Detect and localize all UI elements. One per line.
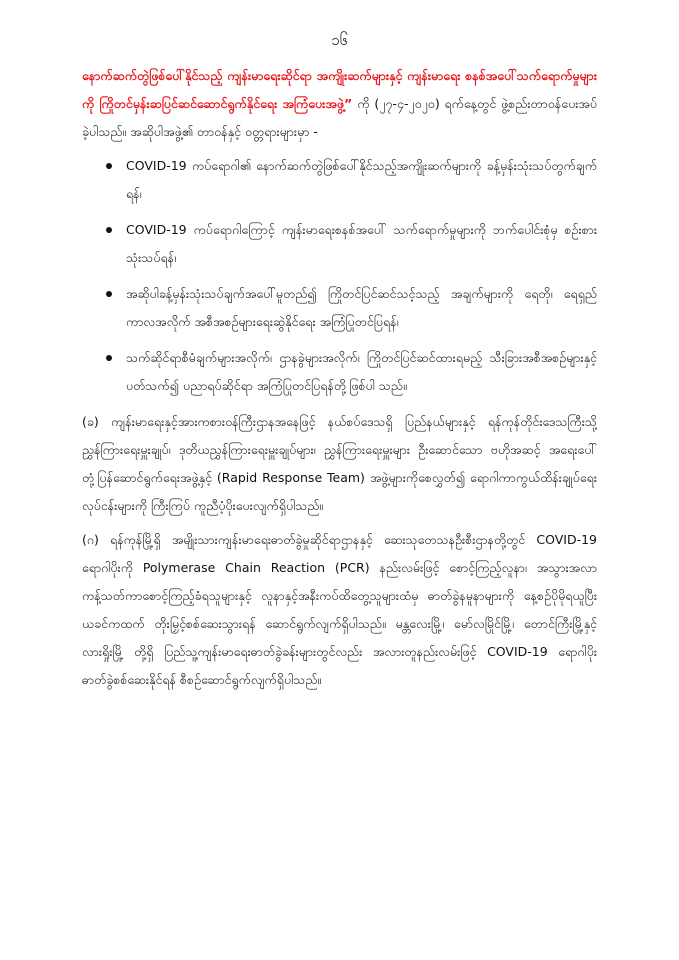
paragraph-g: (ဂ) ရန်ကုန်မြို့ရှိ အမျိုးသားကျန်းမာရေးဓာတ်ခွဲမှုဆိုင်ရာဌာနနှင့် ဆေးသုတေသနဦးစီးဌာနတို့တွင် COVID-19 ရောဂါပိုးကို Polymerase Chain Reaction (PCR) နည်းလမ်းဖြင့် စောင့်ကြည့်လူနာ၊ အသွားအလာကန့်သတ်ကာစောင့်ကြည့်ခံရသူများနှင့် လူနာနှင့်အနီးကပ်ထိတွေ့သူများထံမှ ဓာတ်ခွဲနမူနာများကို နေ့စဉ်ပိုမိုရယူပြီး ယခင်ကထက် တိုးမြှင့်စစ်ဆေးသွားရန် ဆောင်ရွက်လျက်ရှိပါသည်။ မန္တလေးမြို့၊ မော်လမြိုင်မြို့၊ တောင်ကြီးမြို့နှင့် လားရှိုးမြို့ တို့ရှိ ပြည်သူ့ကျန်းမာရေးဓာတ်ခွဲခန်းများတွင်လည်း အလားတူနည်းလမ်းဖြင့် COVID-19 ရောဂါပိုး ဓာတ်ခွဲစစ်ဆေးနိုင်ရန် စီစဉ်ဆောင်ရွက်လျက်ရှိပါသည်။ — [82, 532, 597, 687]
list-item-text: အဆိုပါခန့်မှန်းသုံးသပ်ချက်အပေါ်မူတည်၍ ကြိုတင်ပြင်ဆင်သင့်သည့် အချက်များကို ရေတို၊ ရေရှည်ကာလအလိုက် အစီအစဉ်များရေးဆွဲနိုင်ရေး အကြံပြုတင်ပြရန်၊ — [126, 286, 597, 329]
bullet-icon — [106, 355, 112, 361]
list-item — [106, 216, 597, 272]
page-number: ၁၆ — [331, 31, 348, 49]
paragraph-b: (ခ) ကျန်းမာရေးနှင့်အားကစားဝန်ကြီးဌာနအနေဖြင့် နယ်စပ်ဒေသရှိ ပြည်နယ်များနှင့် ရန်ကုန်တိုင်းဒေသကြီးသို့ညွှန်ကြားရေးမှူးချုပ်၊ ဒုတိယညွှန်ကြားရေးမှူးချုပ်များ၊ ညွှန်ကြားရေးမှူးများ ဦးဆောင်သော ဗဟိုအဆင့် အရေးပေါ်တုံ့ပြန်ဆောင်ရွက်ရေးအဖွဲ့နှင့် (Rapid Response Team) အဖွဲ့များကိုစေလွှတ်၍ ရောဂါကာကွယ်ထိန်းချုပ်ရေးလုပ်ငန်းများကို ကြီးကြပ် ကူညီပံ့ပိုးပေးလျက်ရှိပါသည်။ — [82, 414, 597, 513]
bullet-icon — [106, 163, 112, 169]
bullet-icon — [106, 227, 112, 233]
intro-paragraph — [82, 62, 597, 146]
bullet-icon — [106, 291, 112, 297]
intro-red-text: နောက်ဆက်တွဲဖြစ်ပေါ်နိုင်သည့် ကျန်းမာရေးဆိုင်ရာ အကျိုးဆက်များနှင့် ကျန်းမာရေး စနစ်အပေါ်သက်ရောက်မှုများကို ကြိုတင်မှန်းဆပြင်ဆင်ဆောင်ရွက်နိုင်ရေး အကြံပေးအဖွဲ့” — [82, 68, 597, 111]
list-item — [106, 280, 597, 336]
list-item-text: သက်ဆိုင်ရာစီမံချက်များအလိုက်၊ ဌာနခွဲများအလိုက်၊ ကြိုတင်ပြင်ဆင်ထားရမည့် သီးခြားအစီအစဉ်များနှင့်ပတ်သက်၍ ပညာရပ်ဆိုင်ရာ အကြံပြုတင်ပြရန်တို့ဖြစ်ပါ သည်။ — [126, 350, 597, 393]
intro-black-text: ကို (၂၇-၄-၂၀၂၀) ရက်နေ့တွင် ဖွဲ့စည်းတာဝန်ပေးအပ်ခဲ့ပါသည်။ အဆိုပါအဖွဲ့၏ တာဝန်နှင့် ဝတ္တရားများမှာ - — [82, 96, 597, 139]
list-item-text: COVID-19 ကပ်ရောဂါကြောင့် ကျန်းမာရေးစနစ်အပေါ် သက်ရောက်မှုများကို ဘက်ပေါင်းစုံမှ စဉ်းစားသုံးသပ်ရန်၊ — [126, 222, 597, 265]
list-item-text: COVID-19 ကပ်ရောဂါ၏ နောက်ဆက်တွဲဖြစ်ပေါ်နိုင်သည့်အကျိုးဆက်များကို ခန့်မှန်းသုံးသပ်တွက်ချက်ရန်၊ — [126, 158, 597, 201]
list-item — [106, 344, 597, 400]
list-item — [106, 152, 597, 208]
duties-list — [82, 152, 597, 400]
